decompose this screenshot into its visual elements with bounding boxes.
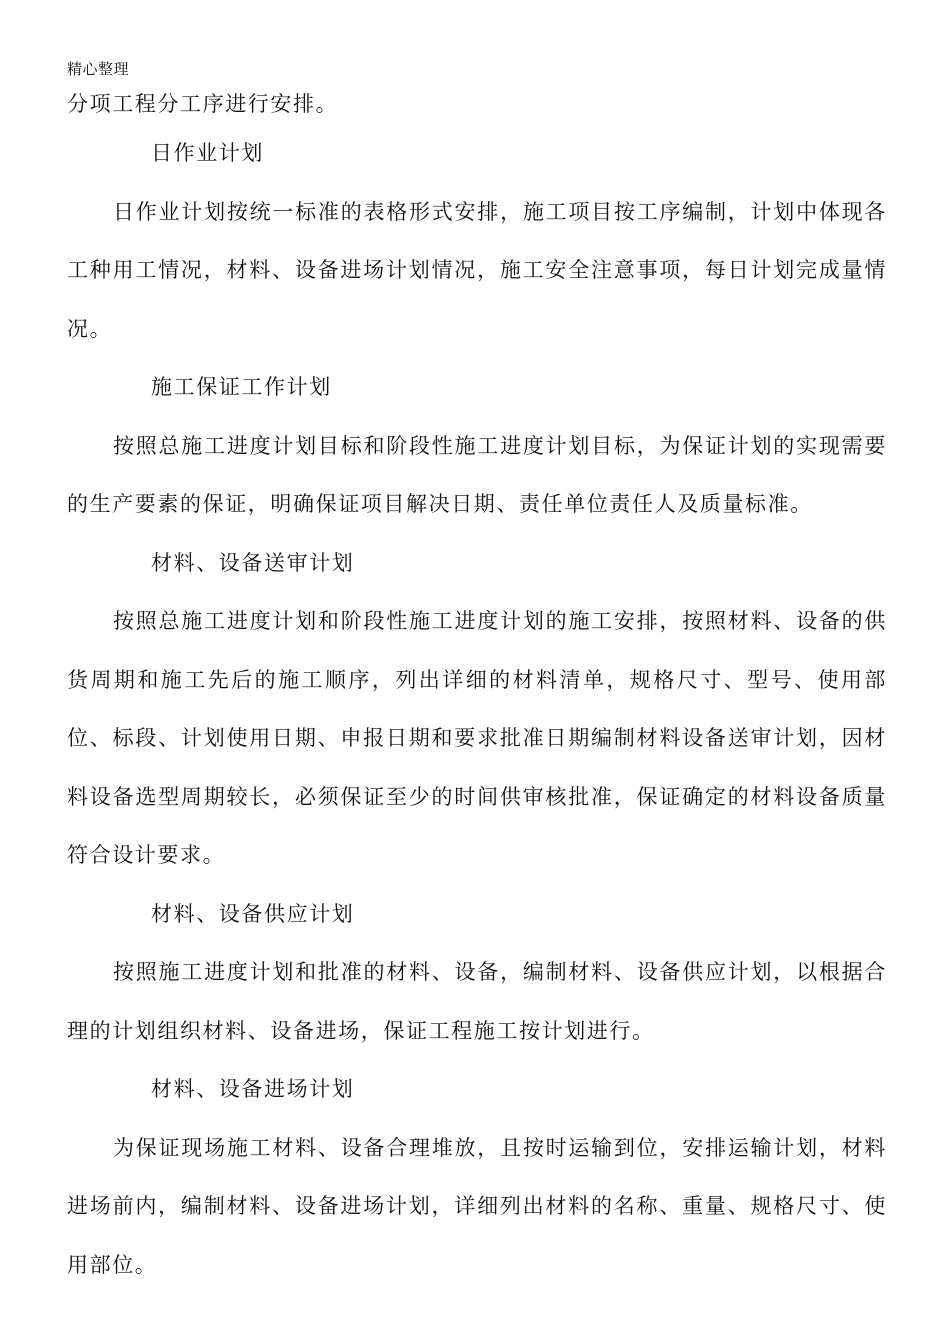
paragraph-submission-plan: 按照总施工进度计划和阶段性施工进度计划的施工安排，按照材料、设备的供货周期和施工先后的施工顺序，列出详细的材料清单，规格尺寸、型号、使用部位、标段、计划使用日期、申报日期和要求批准日期编制材料设备送审计划，因材料设备选型周期较长，必须保证至少的时间供审核批准，保证确定的材料设备质量符合设计要求。 bbox=[67, 609, 887, 867]
section-heading-supply-plan: 材料、设备供应计划 bbox=[151, 901, 355, 926]
paragraph-supply-plan: 按照施工进度计划和批准的材料、设备，编制材料、设备供应计划，以根据合理的计划组织材料、设备进场，保证工程施工按计划进行。 bbox=[67, 960, 887, 1043]
section-heading-delivery-plan: 材料、设备进场计划 bbox=[151, 1077, 355, 1101]
paragraph-daily-plan: 日作业计划按统一标准的表格形式安排，施工项目按工序编制，计划中体现各工种用工情况，材料、设备进场计划情况，施工安全注意事项，每日计划完成量情况。 bbox=[67, 199, 887, 341]
section-heading-submission-plan: 材料、设备送审计划 bbox=[151, 550, 355, 575]
paragraph-delivery-plan: 为保证现场施工材料、设备合理堆放，且按时运输到位，安排运输计划，材料进场前内，编制材料、设备进场计划，详细列出材料的名称、重量、规格尺寸、使用部位。 bbox=[67, 1135, 887, 1277]
section-heading-daily-plan: 日作业计划 bbox=[151, 141, 264, 165]
section-heading-assurance-plan: 施工保证工作计划 bbox=[151, 375, 332, 399]
paragraph-assurance-plan: 按照总施工进度计划目标和阶段性施工进度计划目标，为保证计划的实现需要的生产要素的保证，明确保证项目解决日期、责任单位责任人及质量标准。 bbox=[67, 433, 887, 516]
page-header: 精心整理 bbox=[67, 60, 130, 78]
document-body bbox=[67, 84, 887, 1294]
paragraph-continuation: 分项工程分工序进行安排。 bbox=[67, 92, 339, 116]
